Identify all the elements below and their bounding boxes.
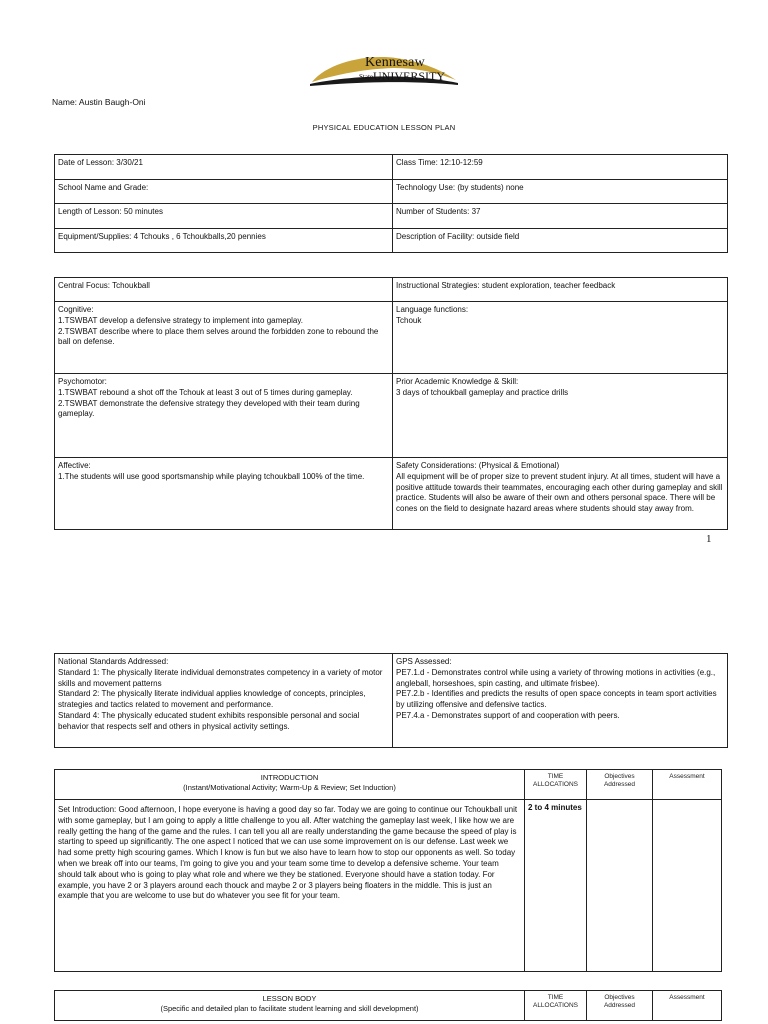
cognitive-title: Cognitive: <box>58 305 94 314</box>
lesson-body-table <box>54 990 722 1021</box>
psychomotor-title: Psychomotor: <box>58 377 107 386</box>
table-row <box>55 278 728 302</box>
introduction-header-cell <box>55 770 525 800</box>
facility-cell: Description of Facility: outside field <box>393 228 728 253</box>
lesson-body-subheading: (Specific and detailed plan to facilitate student learning and skill development) <box>160 1004 419 1014</box>
class-time-cell: Class Time: 12:10-12:59 <box>393 155 728 180</box>
table-row <box>55 155 728 180</box>
cognitive-objective-1: 1.TSWBAT develop a defensive strategy to implement into gameplay. <box>58 315 304 325</box>
introduction-subheading: (Instant/Motivational Activity; Warm-Up & Review; Set Induction) <box>183 783 396 793</box>
table-row <box>55 374 728 458</box>
time-allocation-value: 2 to 4 minutes <box>525 800 587 972</box>
gps-standard-3: PE7.4.a - Demonstrates support of and cooperation with peers. <box>396 710 620 720</box>
language-functions-value: Tchouk <box>396 315 422 325</box>
safety-text: All equipment will be of proper size to prevent student injury. At all times, student will have a positive attitude towards their teammates, encouraging each other during gameplay and skill practice. Students will also be aware of their own and others personal space. There will be cones on the field to designate hazard areas where students should stay away from. <box>396 471 723 514</box>
table-row <box>55 800 722 972</box>
national-standard-1: Standard 1: The physically literate individual demonstrates competency in a variety of motor skills and movement patterns <box>58 667 383 688</box>
kennesaw-state-logo <box>308 52 460 88</box>
lesson-info-table <box>54 154 728 253</box>
objectives-addressed-value <box>587 800 653 972</box>
cognitive-cell <box>55 302 393 374</box>
date-of-lesson-cell: Date of Lesson: 3/30/21 <box>55 155 393 180</box>
objectives-addressed-header: Objectives Addressed <box>587 770 653 800</box>
cognitive-objective-2: 2.TSWBAT describe where to place them selves around the forbidden zone to rebound the ball on defense. <box>58 326 379 347</box>
time-allocations-header: TIME ALLOCATIONS <box>525 991 587 1021</box>
affective-objective-1: 1.The students will use good sportsmanship while playing tchoukball 100% of the time. <box>58 471 365 481</box>
set-introduction-cell: Set Introduction: Good afternoon, I hope everyone is having a good day so far. Today we are going to continue our Tchoukball unit with some gameplay, but I am going to apply a little challenge to you all. After watching the gameplay last week, I like how we are really getting the hang of the game and the rules. I can tell you all are really understanding the game because the speed of play is starting to speed up significantly. The one aspect I noticed that we can use some improvement on is our defense. Last week we had some pretty high scouring games. Which I know is fun but we also have to learn how to stop our opponents as well. So today when we break off into our teams, I'm going to give you and your team some time to develop a defensive scheme. Your team should talk about who is going to play what role and where we they be stationed. Everyone should have a station today. For example, you have 2 or 3 players around each thouck and maybe 2 or 3 players being floaters in the middle. This is just an example that you are welcome to use but do whatever you see fit for your team. <box>55 800 525 972</box>
assessment-header: Assessment <box>653 991 722 1021</box>
affective-cell <box>55 458 393 530</box>
logo-text-university <box>359 68 445 84</box>
logo-text-kennesaw: Kennesaw <box>365 55 425 70</box>
logo-text-state: State <box>359 73 373 81</box>
central-focus-cell: Central Focus: Tchoukball <box>55 278 393 302</box>
introduction-table <box>54 769 722 972</box>
school-name-cell: School Name and Grade: <box>55 179 393 204</box>
table-row <box>55 458 728 530</box>
objectives-addressed-header: Objectives Addressed <box>587 991 653 1021</box>
document-title: PHYSICAL EDUCATION LESSON PLAN <box>312 123 456 132</box>
table-row <box>55 302 728 374</box>
language-functions-cell <box>393 302 728 374</box>
affective-title: Affective: <box>58 461 91 470</box>
prior-knowledge-cell <box>393 374 728 458</box>
national-standards-title: National Standards Addressed: <box>58 657 169 666</box>
national-standard-2: Standard 2: The physically literate individual applies knowledge of concepts, principles, strategies and tactics related to movement and performance. <box>58 689 366 710</box>
national-standards-cell <box>55 654 393 748</box>
length-of-lesson-cell: Length of Lesson: 50 minutes <box>55 204 393 229</box>
table-row <box>55 204 728 229</box>
page-number: 1 <box>706 533 712 545</box>
lesson-body-header-cell <box>55 991 525 1021</box>
technology-use-cell: Technology Use: (by students) none <box>393 179 728 204</box>
standards-table <box>54 653 728 748</box>
psychomotor-objective-2: 2.TSWBAT demonstrate the defensive strategy they developed with their team during gameplay. <box>58 398 360 419</box>
time-allocations-header: TIME ALLOCATIONS <box>525 770 587 800</box>
psychomotor-cell <box>55 374 393 458</box>
gps-title: GPS Assessed: <box>396 657 452 666</box>
safety-considerations-cell <box>393 458 728 530</box>
prior-knowledge-value: 3 days of tchoukball gameplay and practice drills <box>396 387 569 397</box>
safety-title: Safety Considerations: (Physical & Emotional) <box>396 461 560 470</box>
gps-standard-2: PE7.2.b - Identifies and predicts the results of open space concepts in team sport activities by utilizing offensive and defensive tactics. <box>396 689 717 710</box>
instructional-strategies-cell: Instructional Strategies: student exploration, teacher feedback <box>393 278 728 302</box>
assessment-value <box>653 800 722 972</box>
prior-knowledge-title: Prior Academic Knowledge & Skill: <box>396 377 519 386</box>
table-row <box>55 228 728 253</box>
national-standard-4: Standard 4: The physically educated student exhibits responsible personal and social behavior that respects self and others in physical activity settings. <box>58 710 360 731</box>
introduction-heading: INTRODUCTION <box>260 773 319 782</box>
table-row <box>55 179 728 204</box>
assessment-header: Assessment <box>653 770 722 800</box>
language-functions-title: Language functions: <box>396 305 469 314</box>
table-row <box>55 770 722 800</box>
gps-standard-1: PE7.1.d - Demonstrates control while using a variety of throwing motions in activities (e.g., angleball, horseshoes, spin casting, and ultimate frisbee). <box>396 667 716 688</box>
focus-objectives-table <box>54 277 728 530</box>
lesson-body-heading: LESSON BODY <box>262 994 317 1003</box>
table-row <box>55 991 722 1021</box>
number-of-students-cell: Number of Students: 37 <box>393 204 728 229</box>
logo-text-university-word: UNIVERSITY <box>373 69 445 83</box>
gps-assessed-cell <box>393 654 728 748</box>
equipment-cell: Equipment/Supplies: 4 Tchouks , 6 Tchoukballs,20 pennies <box>55 228 393 253</box>
psychomotor-objective-1: 1.TSWBAT rebound a shot off the Tchouk at least 3 out of 5 times during gameplay. <box>58 387 353 397</box>
author-name: Name: Austin Baugh-Oni <box>52 97 146 107</box>
table-row <box>55 654 728 748</box>
